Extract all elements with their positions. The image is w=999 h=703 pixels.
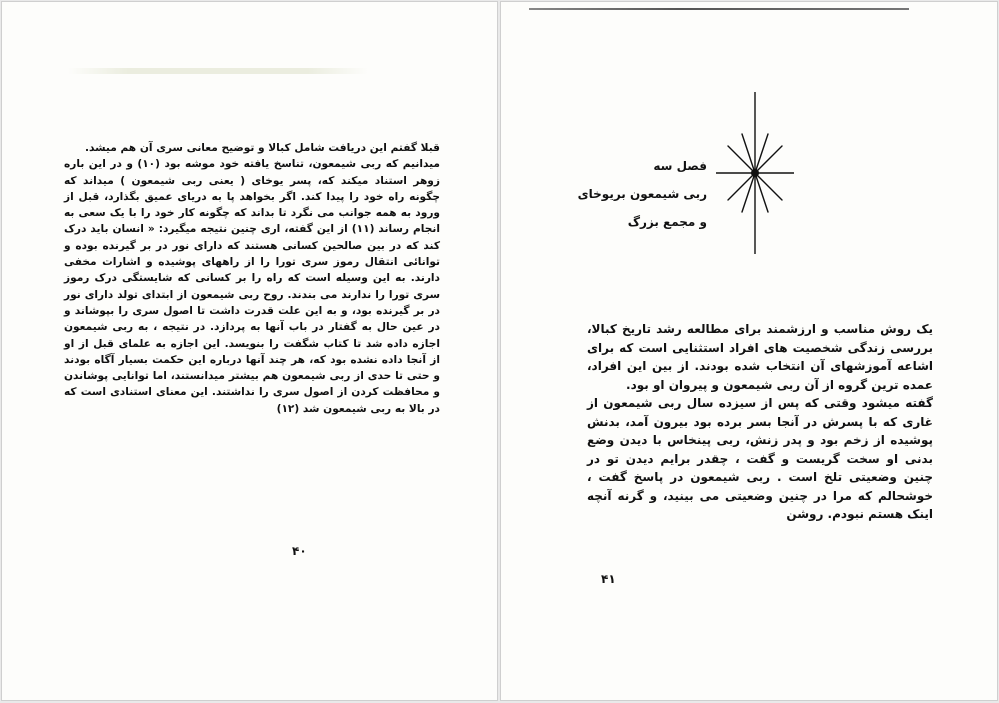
left-body-text [64, 140, 440, 417]
left-paragraph-1: قبلا گفتم این دریافت شامل کبالا و توضیح معانی سری آن هم میشد. [85, 142, 440, 154]
star-ornament-icon [716, 92, 794, 254]
right-page-number: ۴۱ [601, 572, 616, 586]
faint-header-rule [68, 68, 368, 74]
right-paragraph-2: گفته میشود وقتی که پس از سیزده سال ربی شیمعون از غاری که با پسرش در آنجا بسر برده بود بیرون آمد، بدنش پوشیده از زخم بود و پدر زنش، ربی پینخاس با دیدن وضع بدنی او سخت گریست و گفت ، چقدر برایم دیدن تو در چنین وضعیتی تلخ است . ربی شیمعون در پاسخ گفت ، خوشحالم که مرا در چنین وضعیتی می بینید، و گرنه آنچه اینک هستم نبودم. روشن [587, 396, 933, 521]
top-edge-rule [529, 8, 909, 10]
right-page [501, 2, 997, 700]
right-body-text [587, 320, 933, 524]
right-paragraph-1: یک روش مناسب و ارزشمند برای مطالعه رشد تاریخ کبالا، بررسی زندگی شخصیت های افراد استثنایی است که برای اشاعه آموزشهای آن انتخاب شده بودند. از بین این افراد، عمده ترین گروه از آن ربی شیمعون و پیروان او بود. [587, 322, 933, 392]
chapter-title-line-2: و مجمع بزرگ [627, 215, 707, 229]
chapter-title-line-1: ربی شیمعون بریوخای [577, 187, 707, 201]
chapter-number: فصل سه [653, 159, 707, 173]
left-page-number: ۴۰ [292, 544, 307, 558]
chapter-heading [547, 152, 707, 236]
left-page [2, 2, 497, 700]
left-paragraph-2: میدانیم که ربی شیمعون، تناسخ یافته خود موشه بود (۱۰) و در این باره زوهر استناد میکند که، پسر یوخای ( یعنی ربی شیمعون ) میداند که چگونه راه خود را پیدا کند. اگر بخواهد پا به دریای عمیق بگذارد، قبل از ورود به همه جوانب می نگرد تا بداند که چگونه کار خود را با یک سعی به انجام رساند (۱۱) از این گفته، اری چنین نتیجه میگیرد: « انسان باید درک کند که در بین صالحین کسانی هستند که دارای نور در بر گیرنده بوده و توانائی انتقال رموز سری تورا را از راههای پوشیده و اشارات مخفی دارند. به این وسیله است که راه را بر کسانی که شایستگی درک رموز سری تورا را ندارند می بندند. روح ربی شیمعون از ابتدای تولد دارای نور در بر گیرنده بود، و به این علت قدرت داشت تا اصول سری را بپوشاند و در عین حال به گفتار در باب آنها به پردازد. در نتیجه ، به ربی شیمعون اجازه داده شد تا کتاب شگفت را بنویسد. این اجازه به علمای قبل از او از آنجا داده نشده بود که، هر چند آنها درباره این حکمت بسیار آگاه بودند و حتی تا حدی از ربی شیمعون هم بیشتر میدانستند، اما توانایی پوشاندن و محافظت کردن از اصول سری را نداشتند. این معنای استنادی است که در بالا به ربی شیمعون شد (۱۲) [64, 158, 440, 415]
